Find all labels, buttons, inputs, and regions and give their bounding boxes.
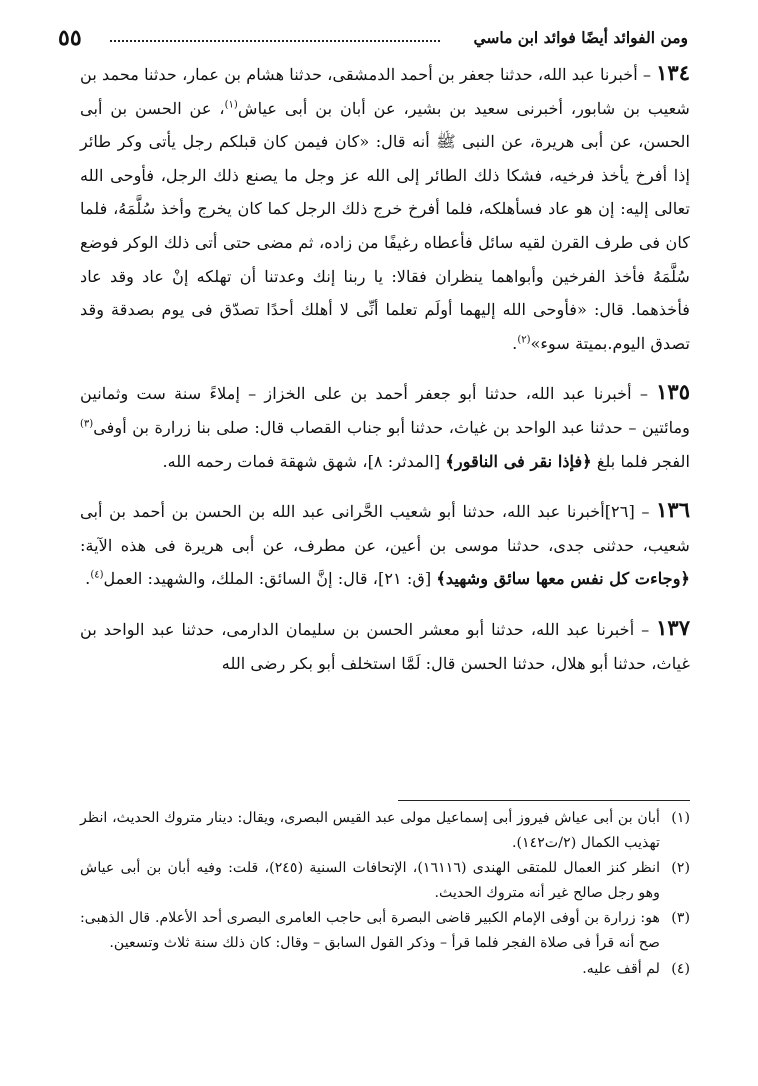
main-text <box>80 56 690 680</box>
entry-number: ١٣٧ <box>656 614 690 640</box>
hadith-entry <box>80 56 690 360</box>
footnote-label: (٤) <box>671 960 690 977</box>
quran-quote: ﴿وجاءت كل نفس معها سائق وشهيد﴾ <box>436 569 690 589</box>
footnote-text: أبان بن أبى عياش فيروز أبى إسماعيل مولى عبد القيس البصرى، ويقال: دينار متروك الحديث، انظر تهذيب الكمال (٢/ت١٤٢). <box>80 810 660 851</box>
footnote-ref: (٤) <box>90 569 104 581</box>
hadith-entry <box>80 493 690 596</box>
footnote-label: (١) <box>671 810 690 826</box>
quran-quote: ﴿فإذا نقر فى الناقور﴾ <box>445 451 592 471</box>
footnote-ref: (٢) <box>517 334 531 346</box>
entry-text: [المدثر: ٨]، شهق شهقة فمات رحمه الله. <box>162 451 446 471</box>
footnote-ref: (١) <box>224 99 238 111</box>
entry-text: ، عن الحسن بن أبى الحسن، عن أبى هريرة، عن النبى ﷺ أنه قال: «كان فيمن كان قبلكم رجل يأتى وكر طائر إذا أفرخ يأخذ فرخيه، فشكا ذلك الطائر إلى الله عز وجل ما يصنع ذلك الرجل، فأوحى الله تعالى إليه: إن هو عاد فسأهلكه، فلما أفرخ خرج ذلك الرجل كما كان يخرج وأخذ سُلَّمَهُ، فلما كان فى طرف القرن لقيه سائل فأعطاه رغيفًا من زاده، ثم مضى حتى أتى ذلك الوكر فوضع سُلَّمَهُ فأخذ الفرخين وأبواهما ينظران فقالا: يا ربنا إنك وعدتنا أن تهلكه إنْ عاد وقد عاد فأخذهما. قال: «فأوحى الله إليهما أولَم تعلما أنِّى لا أهلك أحدًا تصدّق فى يوم بصدقة وقد تصدق اليوم.بميتة سوء» <box>80 98 690 353</box>
running-title: ومن الفوائد أيضًا فوائد ابن ماسي <box>473 28 688 47</box>
footnote-text: لم أقف عليه. <box>582 960 660 977</box>
footnotes <box>80 806 690 982</box>
footnote-label: (٢) <box>671 860 690 877</box>
entry-text: – أخبرنا عبد الله، حدثنا أبو معشر الحسن بن سليمان الدارمى، حدثنا عبد الواحد بن غياث، حدثنا أبو هلال، حدثنا الحسن قال: لَمَّا استخلف أبو بكر رضى الله <box>80 619 690 673</box>
footnote-text: انظر كنز العمال للمتقى الهندى (١٦١١٦)، الإتحافات السنية (٢٤٥)، قلت: وفيه أبان بن أبى عياش وهو رجل صالح غير أنه متروك الحديث. <box>80 860 661 901</box>
entry-text: – أخبرنا عبد الله، حدثنا أبو جعفر أحمد بن على الخزاز – إملاءً سنة ست وثمانين ومائتين – حدثنا عبد الواحد بن غياث، حدثنا أبو جناب القصاب قال: صلى بنا زرارة بن أوفى <box>80 384 690 437</box>
entry-text: – [٢٦]أخبرنا عبد الله، حدثنا أبو شعيب الحَّرانى عبد الله بن الحسن بن أحمد بن أبى شعيب، حدثنى جدى، حدثنا موسى بن أعين، عن مطرف، عن أبى هريرة فى هذه الآية: <box>80 502 690 555</box>
entry-number: ١٣٦ <box>656 497 690 523</box>
entry-text: . <box>85 569 91 589</box>
footnote-text: هو: زرارة بن أوفى الإمام الكبير قاضى البصرة أبى حاجب العامرى البصرى أحد الأعلام. قال الذهبى: صح أنه قرأ فى صلاة الفجر فلما قرأ – وذكر القول السابق – وقال: كان ذلك سنة ثلاث وتسعين. <box>80 910 660 951</box>
entry-text: . <box>512 333 518 353</box>
hadith-entry <box>80 611 690 680</box>
footnote-ref: (٣) <box>80 418 94 430</box>
footnote <box>80 957 690 982</box>
footnote <box>80 906 690 955</box>
entry-text: – أخبرنا عبد الله، حدثنا جعفر بن أحمد الدمشقى، حدثنا هشام بن عمار، حدثنا محمد بن شعيب بن شابور، أخبرنى سعيد بن بشير، عن أبان بن أبى عياش <box>80 65 690 118</box>
footnote-label: (٣) <box>671 910 690 927</box>
page-header <box>58 26 688 52</box>
entry-number: ١٣٥ <box>656 379 690 405</box>
leader-dots <box>110 30 440 42</box>
entry-number: ١٣٤ <box>656 60 690 85</box>
entry-text: الفجر فلما بلغ <box>591 451 690 471</box>
entry-text: [ق: ٢١]، قال: إنَّ السائق: الملك، والشهيد: العمل <box>103 569 437 589</box>
footnote <box>80 806 690 855</box>
footnote-separator <box>398 800 690 801</box>
footnote <box>80 856 690 905</box>
page-number: ٥٥ <box>58 26 82 51</box>
hadith-entry <box>80 375 690 478</box>
